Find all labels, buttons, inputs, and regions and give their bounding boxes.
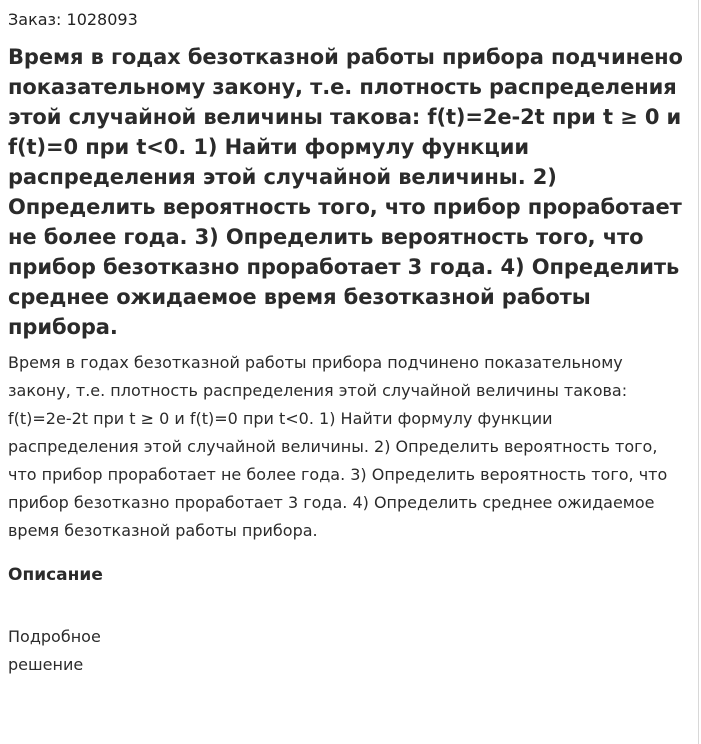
description-text: Подробное решение xyxy=(8,627,101,674)
description-heading: Описание xyxy=(8,565,103,585)
task-body: Время в годах безотказной работы прибора подчинено показательному закону, т.е. плотность распределения этой случайной величины такова: f(t)=2e-2t при t ≥ 0 и f(t)=0 при t<0. 1) Найти формулу функции распределения этой случайной величины. 2) Определить вероятность того, что прибор проработает не более года. 3) Определить вероятность того, что прибор безотказно проработает 3 года. 4) Определить среднее ожидаемое время безотказной работы прибора. xyxy=(8,353,668,540)
task-title: Время в годах безотказной работы прибора подчинено показательному закону, т.е. плотность распределения этой случайной величины такова: f(t)=2e-2t при t ≥ 0 и f(t)=0 при t<0. 1) Найти формулу функции распределения этой случайной величины. 2) Определить вероятность того, что прибор проработает не более года. 3) Определить вероятность того, что прибор безотказно проработает 3 года. 4) Определить среднее ожидаемое время безотказной работы прибора. xyxy=(8,45,683,339)
order-number: Заказ: 1028093 xyxy=(8,10,138,29)
